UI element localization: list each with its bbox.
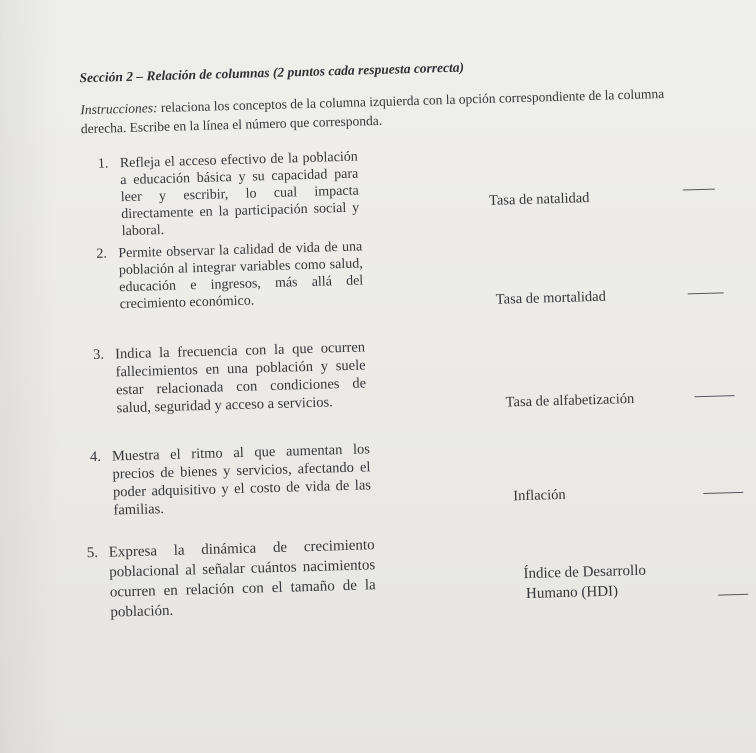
concept-item-5 [86, 535, 376, 622]
option-label-5-line2: Humano (HDI) [525, 583, 619, 603]
concept-number: 1. [97, 156, 109, 172]
concept-item-3 [92, 338, 367, 417]
concept-text: Permite observar la calidad de vida de una población al integrar variables como salud, educación e ingresos, más allá del crecimiento económico. [118, 239, 364, 313]
section-title: Sección 2 – Relación de columnas (2 puntos cada respuesta correcta) [79, 59, 465, 86]
option-label-2: Tasa de mortalidad [495, 288, 607, 308]
option-label-1: Tasa de natalidad [488, 190, 590, 209]
concept-item-4 [89, 440, 372, 519]
instructions-text: relaciona los conceptos de la columna izquierda con la opción correspondiente de la columna derecha. Escribe en la línea el número que corresponda. [80, 85, 665, 137]
answer-line-4[interactable] [703, 492, 743, 494]
answer-line-1[interactable] [683, 189, 715, 191]
instructions-lead: Instrucciones: [80, 100, 158, 118]
option-label-5-line1: Índice de Desarrollo [523, 562, 647, 583]
option-label-3: Tasa de alfabetización [505, 390, 635, 411]
concept-item-1 [97, 149, 360, 241]
concept-number: 2. [96, 246, 108, 262]
concept-item-2 [96, 238, 364, 313]
answer-line-5[interactable] [718, 594, 748, 596]
concept-text: Muestra el ritmo al que aumentan los precios de bienes y servicios, afectando el poder adquisitivo y el costo de vida de las familias. [111, 441, 372, 519]
concept-number: 5. [86, 544, 99, 562]
answer-line-2[interactable] [688, 292, 724, 294]
option-label-4: Inflación [513, 486, 566, 505]
concept-number: 3. [92, 346, 105, 363]
answer-line-3[interactable] [695, 395, 735, 397]
instructions [80, 83, 691, 138]
concept-text: Expresa la dinámica de crecimiento poblacional al señalar cuántos nacimientos ocurren en relación con el tamaño de la población. [108, 537, 376, 621]
concept-text: Indica la frecuencia con la que ocurren fallecimientos en una población y suele estar relacionada con condiciones de salud, seguridad y acceso a servicios. [114, 339, 367, 417]
concept-text: Refleja el acceso efectivo de la población a educación básica y su capacidad para leer y escribir, lo cual impacta directamente en la participación social y laboral. [119, 149, 360, 240]
concept-number: 4. [89, 448, 102, 466]
